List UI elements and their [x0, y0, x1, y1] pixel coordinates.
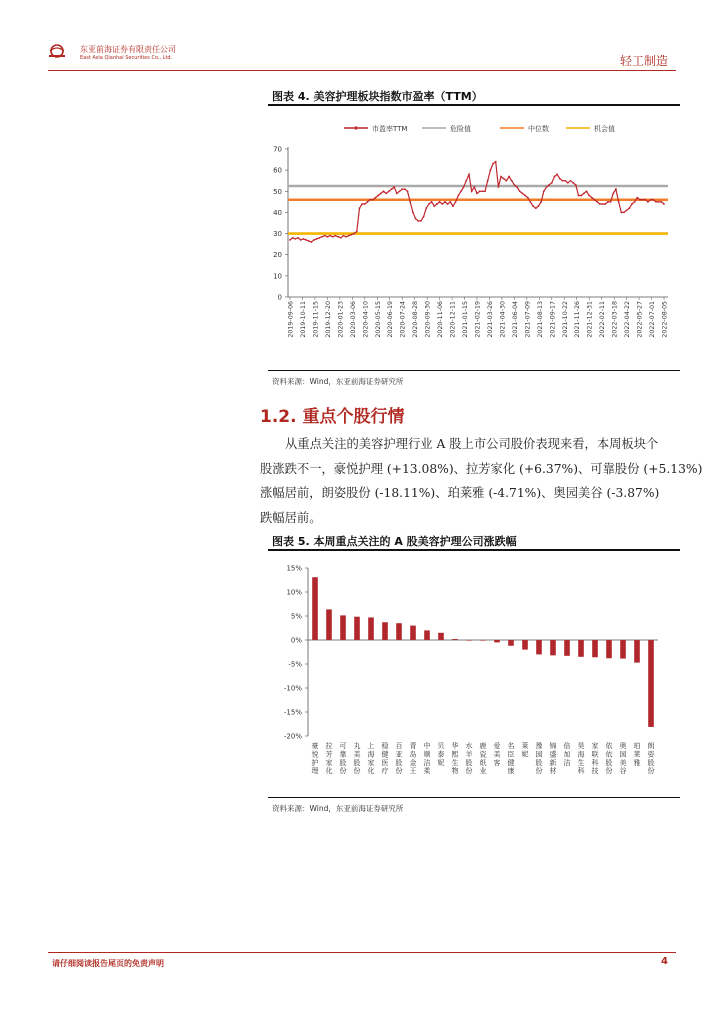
bar [564, 640, 570, 656]
pe-point [327, 236, 329, 238]
x-category-label: 丸美股份 [353, 742, 361, 776]
figure4-top-rule [268, 104, 680, 106]
bar [340, 615, 346, 640]
paragraph-line: 涨幅居前，朗姿股份 (-18.11%)、珀莱雅 (-4.71%)、奥园美谷 (-3.87%) [260, 486, 660, 500]
x-tick-label: 2021-07-09 [524, 301, 532, 338]
pe-point [337, 236, 339, 238]
x-category-label: 稳健医疗 [381, 742, 389, 776]
pe-point [297, 237, 299, 239]
figure4-bottom-rule [268, 370, 680, 371]
pe-point [572, 182, 574, 184]
company-name-cn: 东亚前海证券有限责任公司 [80, 45, 176, 54]
x-tick-label: 2021-08-13 [536, 301, 544, 338]
x-tick-label: 2020-01-23 [337, 301, 345, 338]
pe-point [546, 186, 548, 188]
pe-point [497, 186, 499, 188]
x-tick-label: 2021-12-31 [586, 301, 594, 338]
pe-point [324, 235, 326, 237]
bar [522, 640, 528, 650]
pe-point [476, 193, 478, 195]
y-tick-label: 0% [290, 636, 302, 645]
x-tick-label: 2020-04-10 [362, 301, 370, 338]
pe-point [308, 240, 310, 242]
y-tick-label: -20% [283, 732, 302, 741]
pe-point [396, 193, 398, 195]
pe-point [318, 237, 320, 239]
pe-point [594, 199, 596, 201]
pe-point [417, 220, 419, 222]
pe-point [452, 205, 454, 207]
x-category-label: 依依股份 [605, 742, 613, 776]
pe-point [511, 180, 513, 182]
pe-point [329, 235, 331, 237]
x-tick-label: 2020-05-15 [374, 301, 382, 338]
x-tick-label: 2021-04-30 [499, 301, 507, 338]
x-tick-label: 2020-08-28 [412, 301, 420, 338]
pe-point [393, 186, 395, 188]
pe-point [570, 180, 572, 182]
x-category-label: 昊海生科 [577, 742, 585, 776]
pe-point [343, 235, 345, 237]
pe-point [535, 207, 537, 209]
x-category-label: 拉芳家化 [325, 742, 333, 776]
pe-point [660, 201, 662, 203]
pe-point [401, 188, 403, 190]
pe-point [340, 237, 342, 239]
x-tick-label: 2021-06-04 [511, 301, 519, 338]
bar [452, 639, 458, 640]
bar [648, 640, 654, 727]
pe-point [479, 190, 481, 192]
bar [480, 640, 486, 641]
y-tick-label: 5% [290, 612, 302, 621]
x-category-label: 上海家化 [367, 742, 375, 776]
x-category-label: 豪悦护理 [311, 742, 319, 776]
x-tick-label: 2020-11-06 [437, 301, 445, 338]
pe-point [292, 237, 294, 239]
pe-point [305, 239, 307, 241]
pe-point [399, 190, 401, 192]
pe-point [481, 190, 483, 192]
y-tick-label: 50 [273, 187, 282, 196]
x-category-label: 可靠股份 [339, 742, 347, 776]
pe-point [626, 209, 628, 211]
pe-point [631, 203, 633, 205]
pe-point [316, 238, 318, 240]
header-rule [48, 70, 676, 71]
y-tick-label: 40 [273, 208, 282, 217]
pe-point [508, 176, 510, 178]
footer-rule [48, 952, 676, 953]
pe-point [658, 201, 660, 203]
x-category-label: 家联科技 [591, 742, 599, 776]
x-category-label: 倍加洁 [563, 742, 571, 767]
x-category-label: 百亚股份 [395, 742, 403, 776]
pe-point [615, 188, 617, 190]
pe-point [604, 203, 606, 205]
pe-point [351, 234, 353, 236]
y-tick-label: 20 [273, 251, 282, 260]
figure4-source: 资料来源：Wind，东亚前海证券研究所 [272, 377, 404, 386]
x-tick-label: 2022-02-11 [599, 301, 607, 338]
y-tick-label: -5% [288, 660, 302, 669]
pe-point [345, 236, 347, 238]
pe-point [588, 195, 590, 197]
x-tick-label: 2021-01-15 [462, 301, 470, 338]
pe-point [596, 201, 598, 203]
pe-point [310, 241, 312, 243]
x-tick-label: 2022-07-01 [649, 301, 657, 338]
pe-point [652, 199, 654, 201]
pe-point [423, 216, 425, 218]
pe-point [447, 203, 449, 205]
pe-point [580, 195, 582, 197]
bar [494, 640, 500, 642]
pe-point [484, 190, 486, 192]
pe-point [433, 205, 435, 207]
bar [466, 640, 472, 641]
figure4-title: 图表 4. 美容护理板块指数市盈率（TTM） [272, 90, 483, 103]
pe-point [436, 203, 438, 205]
pe-point [364, 203, 366, 205]
x-category-label: 青岛金王 [409, 742, 417, 776]
bar [536, 640, 542, 654]
y-tick-label: 0 [277, 293, 282, 302]
pe-point [607, 201, 609, 203]
figure5-top-rule [268, 549, 680, 551]
body-paragraph [260, 432, 703, 530]
x-tick-label: 2020-03-06 [349, 301, 357, 338]
pe-point [567, 182, 569, 184]
x-tick-label: 2019-11-15 [312, 301, 320, 338]
pe-point [644, 199, 646, 201]
pe-point [335, 235, 337, 237]
y-tick-label: -15% [283, 708, 302, 717]
pe-point [385, 193, 387, 195]
section-tag: 轻工制造 [619, 54, 668, 68]
pe-point [559, 178, 561, 180]
pe-point [409, 201, 411, 203]
x-category-label: 名臣健康 [507, 742, 515, 776]
legend-marker [354, 126, 357, 129]
x-category-label: 莱妮 [521, 742, 529, 759]
pe-point [532, 205, 534, 207]
pe-point [556, 173, 558, 175]
pe-point [367, 201, 369, 203]
y-tick-label: 60 [273, 166, 282, 175]
bar [634, 640, 640, 663]
pe-point [503, 178, 505, 180]
x-tick-label: 2021-02-19 [474, 301, 482, 338]
legend-label: 机会值 [594, 125, 615, 133]
pe-point [612, 193, 614, 195]
pe-point [415, 218, 417, 220]
figure5-source: 资料来源：Wind，东亚前海证券研究所 [272, 804, 404, 813]
pe-point [639, 199, 641, 201]
pe-point [514, 184, 516, 186]
pe-point [495, 161, 497, 163]
bar [368, 617, 374, 640]
x-category-label: 珀莱雅 [633, 742, 641, 767]
pe-point [586, 190, 588, 192]
x-category-label: 华熙生物 [451, 742, 459, 776]
x-tick-label: 2020-07-24 [399, 301, 407, 338]
pe-point [527, 197, 529, 199]
pe-point [313, 239, 315, 241]
x-tick-label: 2020-09-30 [424, 301, 432, 338]
pe-point [388, 190, 390, 192]
pe-point [471, 190, 473, 192]
pe-point [441, 203, 443, 205]
pe-point [369, 199, 371, 201]
pe-point [361, 203, 363, 205]
pe-point [562, 180, 564, 182]
x-category-label: 中顺洁柔 [423, 742, 431, 776]
pe-point [359, 207, 361, 209]
pe-point [505, 180, 507, 182]
bar [326, 609, 332, 640]
bar [312, 577, 318, 640]
pe-ratio-chart [262, 112, 680, 370]
pe-point [647, 201, 649, 203]
page-number: 4 [661, 956, 668, 967]
figure5-bottom-rule [268, 797, 680, 798]
pe-point [610, 201, 612, 203]
disclaimer-note: 请仔细阅读报告尾页的免责声明 [52, 959, 164, 968]
stock-change-chart [262, 556, 680, 794]
y-tick-label: 10% [286, 588, 302, 597]
pe-point [300, 239, 302, 241]
x-tick-label: 2021-11-26 [574, 301, 582, 338]
x-category-label: 奥园美谷 [619, 742, 627, 776]
pe-point [583, 193, 585, 195]
bar [592, 640, 598, 657]
pe-point [519, 190, 521, 192]
y-tick-label: 30 [273, 230, 282, 239]
pe-point [289, 239, 291, 241]
x-category-label: 朗姿股份 [647, 742, 655, 776]
pe-point [353, 233, 355, 235]
x-category-label: 锦盛新材 [549, 742, 557, 776]
legend-label: 市盈率TTM [372, 125, 408, 133]
pe-point [332, 236, 334, 238]
pe-point [460, 190, 462, 192]
pe-point [500, 176, 502, 178]
pe-point [391, 188, 393, 190]
pe-point [524, 195, 526, 197]
pe-point [404, 188, 406, 190]
pe-point [294, 238, 296, 240]
x-tick-label: 2019-10-11 [299, 301, 307, 338]
pe-point [554, 176, 556, 178]
pe-point [540, 201, 542, 203]
pe-point [439, 201, 441, 203]
pe-point [620, 212, 622, 214]
pe-point [356, 231, 358, 233]
pe-point [348, 235, 350, 237]
pe-point [425, 207, 427, 209]
pe-point [377, 195, 379, 197]
x-tick-label: 2022-03-18 [611, 301, 619, 338]
pe-point [543, 190, 545, 192]
pe-point [564, 180, 566, 182]
x-tick-label: 2021-09-17 [549, 301, 557, 338]
pe-point [602, 203, 604, 205]
pe-point [516, 186, 518, 188]
bar [550, 640, 556, 655]
x-tick-label: 2021-03-26 [486, 301, 494, 338]
x-category-label: 水羊股份 [465, 742, 473, 776]
pe-point [489, 169, 491, 171]
pe-point [642, 199, 644, 201]
pe-point [455, 201, 457, 203]
pe-point [663, 203, 665, 205]
pe-point [449, 201, 451, 203]
bar [438, 633, 444, 640]
pe-point [578, 195, 580, 197]
pe-point [522, 193, 524, 195]
bar [606, 640, 612, 658]
legend-label: 危险值 [450, 125, 471, 133]
pe-point [412, 212, 414, 214]
y-tick-label: 70 [273, 145, 282, 154]
bar [508, 640, 514, 646]
x-tick-label: 2020-06-19 [387, 301, 395, 338]
pe-point [599, 203, 601, 205]
pe-point [302, 238, 304, 240]
x-category-label: 豫园股份 [535, 742, 543, 776]
x-tick-label: 2019-09-06 [287, 301, 295, 338]
pe-point [380, 193, 382, 195]
pe-point [383, 190, 385, 192]
figure5-title: 图表 5. 本周重点关注的 A 股美容护理公司涨跌幅 [272, 535, 517, 548]
pe-point [321, 236, 323, 238]
x-category-label: 贝泰妮 [437, 742, 445, 767]
x-tick-label: 2021-10-22 [561, 301, 569, 338]
section-heading: 1.2. 重点个股行情 [260, 407, 405, 427]
x-tick-label: 2022-05-27 [636, 301, 644, 338]
x-category-label: 爱美客 [493, 742, 501, 767]
pe-point [487, 180, 489, 182]
x-tick-label: 2020-12-11 [449, 301, 457, 338]
pe-point [465, 180, 467, 182]
x-tick-label: 2022-04-22 [624, 301, 632, 338]
pe-point [551, 182, 553, 184]
paragraph-line: 从重点关注的美容护理行业 A 股上市公司股价表现来看，本周板块个 [285, 437, 659, 451]
pe-point [444, 201, 446, 203]
pe-point [530, 201, 532, 203]
bar [578, 640, 584, 657]
pe-point [428, 203, 430, 205]
pe-point [628, 207, 630, 209]
x-tick-label: 2022-08-05 [661, 301, 669, 338]
pe-point [623, 212, 625, 214]
bar [396, 623, 402, 640]
bar [410, 626, 416, 640]
company-name-en: East Asia Qianhai Securities Co., Ltd. [80, 55, 173, 61]
y-tick-label: -10% [283, 684, 302, 693]
pe-point [473, 186, 475, 188]
pe-point [431, 201, 433, 203]
pe-point [634, 201, 636, 203]
pe-point [375, 197, 377, 199]
pe-point [463, 186, 465, 188]
pe-point [650, 199, 652, 201]
pe-point [636, 197, 638, 199]
pe-point [372, 199, 374, 201]
pe-point [407, 190, 409, 192]
pe-point [655, 201, 657, 203]
pe-point [575, 184, 577, 186]
pe-point [548, 184, 550, 186]
pe-point [420, 220, 422, 222]
pe-point [457, 195, 459, 197]
pe-point [618, 201, 620, 203]
pe-point [492, 163, 494, 165]
y-tick-label: 10 [273, 272, 282, 281]
y-tick-label: 15% [286, 564, 302, 573]
bar [354, 617, 360, 640]
paragraph-line: 跌幅居前。 [260, 510, 322, 525]
pe-point [538, 205, 540, 207]
paragraph-line: 股涨跌不一，豪悦护理 (+13.08%)、拉芳家化 (+6.37%)、可靠股份 (+5.13%) [260, 461, 703, 476]
bar [424, 630, 430, 640]
bar [620, 640, 626, 659]
x-category-label: 鹿瓷纸业 [479, 742, 487, 776]
legend-label: 中位数 [528, 125, 549, 133]
chart-legend [344, 124, 615, 133]
x-tick-label: 2019-12-20 [324, 301, 332, 338]
pe-point [468, 173, 470, 175]
pe-point [591, 197, 593, 199]
bar [382, 622, 388, 640]
company-logo-icon [48, 44, 66, 58]
